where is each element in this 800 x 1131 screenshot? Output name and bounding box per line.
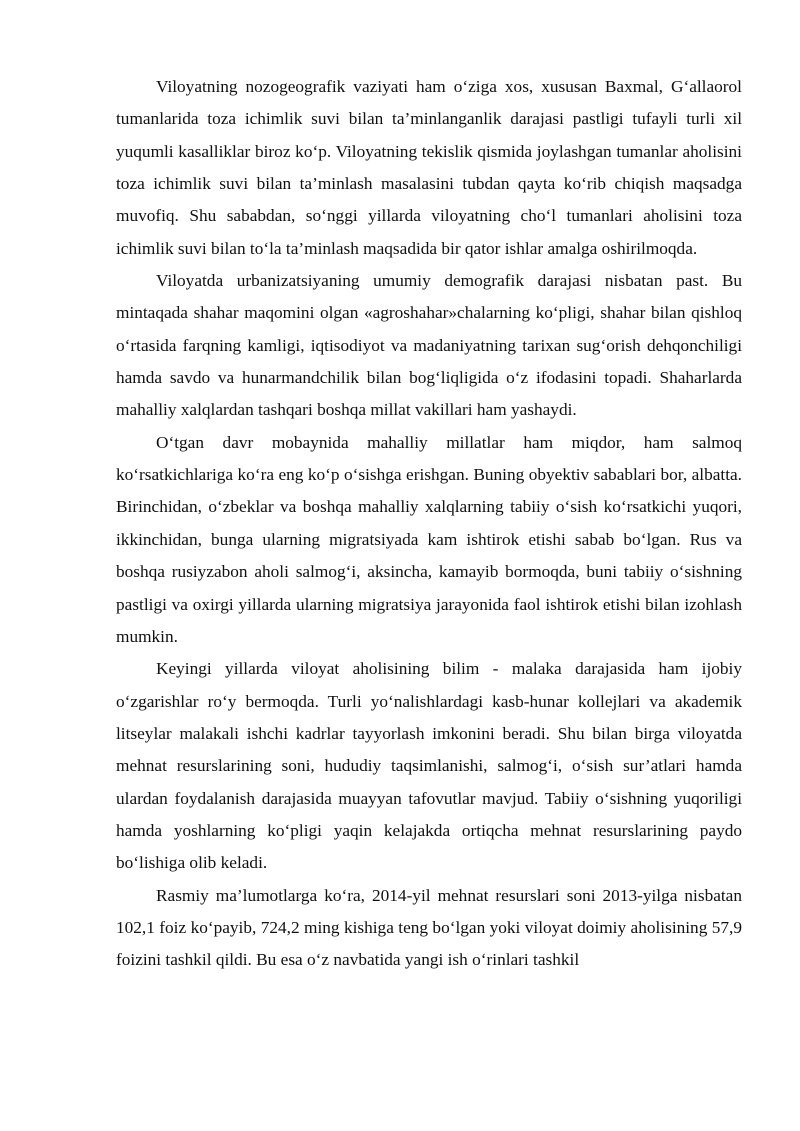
paragraph-labor-resources: Keyingi yillarda viloyat aholisining bilim - malaka darajasida ham ijobiy o‘zgarishlar ro‘y bermoqda. Turli yo‘nalishlardagi kasb-hunar kollejlari va akademik litseylar malakali ishchi kadrlar tayyorlash imkonini beradi. Shu bilan birga viloyatda mehnat resurslarining soni, hududiy taqsimlanishi, salmog‘i, o‘sish sur’atlari hamda ulardan foydalanish darajasida muayyan tafovutlar mavjud. Tabiiy o‘sishning yuqoriligi hamda yoshlarning ko‘pligi yaqin kelajakda ortiqcha mehnat resurslarining paydo bo‘lishiga olib keladi. xyxy=(116,659,742,873)
document-page xyxy=(116,71,742,977)
paragraph-urbanization: Viloyatda urbanizatsiyaning umumiy demografik darajasi nisbatan past. Bu mintaqada shahar maqomini olgan «agroshahar»chalarning ko‘pligi, shahar bilan qishloq o‘rtasida farqning kamligi, iqtisodiyot va madaniyatning tarixan sug‘orish dehqonchiligi hamda savdo va hunarmandchilik bilan bog‘liqligida o‘z ifodasini topadi. Shaharlarda mahalliy xalqlardan tashqari boshqa millat vakillari ham yashaydi. xyxy=(116,271,742,420)
paragraph-official-statistics: Rasmiy ma’lumotlarga ko‘ra, 2014-yil mehnat resurslari soni 2013-yilga nisbatan 102,1 foiz ko‘payib, 724,2 ming kishiga teng bo‘lgan yoki viloyat doimiy aholisining 57,9 foizini tashkil qildi. Bu esa o‘z navbatida yangi ish o‘rinlari tashkil xyxy=(116,885,742,970)
paragraph-population-growth: O‘tgan davr mobaynida mahalliy millatlar ham miqdor, ham salmoq ko‘rsatkichlariga ko‘ra eng ko‘p o‘sishga erishgan. Buning obyektiv sabablari bor, albatta. Birinchidan, o‘zbeklar va boshqa mahalliy xalqlarning tabiiy o‘sish ko‘rsatkichi yuqori, ikkinchidan, bunga ularning migratsiyada kam ishtirok etishi sabab bo‘lgan. Rus va boshqa rusiyzabon aholi salmog‘i, aksincha, kamayib bormoqda, buni tabiiy o‘sishning pastligi va oxirgi yillarda ularning migratsiya jarayonida faol ishtirok etishi bilan izohlash mumkin. xyxy=(116,432,742,646)
paragraph-water-supply: Viloyatning nozogeografik vaziyati ham o‘ziga xos, xususan Baxmal, G‘allaorol tumanlarida toza ichimlik suvi bilan ta’minlanganlik darajasi pastligi tufayli turli xil yuqumli kasalliklar biroz ko‘p. Viloyatning tekislik qismida joylashgan tumanlar aholisini toza ichimlik suvi bilan ta’minlash masalasini tubdan qayta ko‘rib chiqish maqsadga muvofiq. Shu sababdan, so‘nggi yillarda viloyatning cho‘l tumanlari aholisini toza ichimlik suvi bilan to‘la ta’minlash maqsadida bir qator ishlar amalga oshirilmoqda. xyxy=(116,77,742,258)
